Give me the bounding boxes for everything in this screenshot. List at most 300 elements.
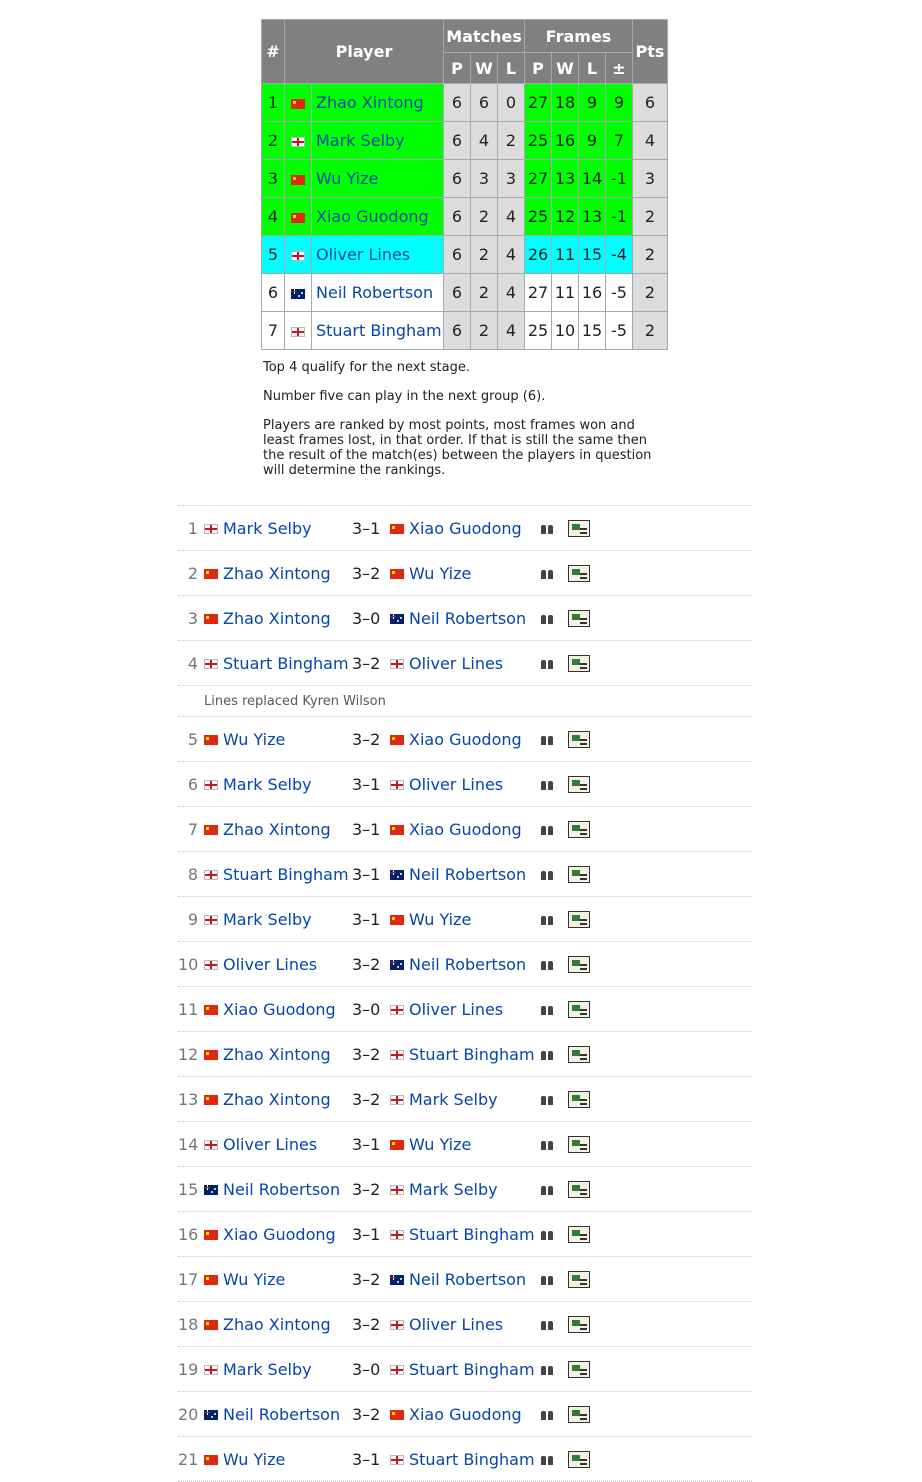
match-report-icon[interactable] bbox=[568, 731, 590, 748]
player-one bbox=[198, 1360, 350, 1379]
match-number: 19 bbox=[178, 1359, 199, 1379]
points-cell: 2 bbox=[633, 312, 668, 350]
matches-won-cell: 2 bbox=[471, 236, 498, 274]
match-row bbox=[178, 505, 752, 550]
flag-cell bbox=[285, 274, 312, 312]
flag-icon bbox=[204, 1230, 218, 1240]
match-report-icon[interactable] bbox=[568, 1316, 590, 1333]
frames-lost-cell: 9 bbox=[579, 84, 606, 122]
flag-icon bbox=[204, 569, 218, 579]
flag-icon bbox=[291, 99, 305, 109]
points-cell: 2 bbox=[633, 274, 668, 312]
head-to-head-icon[interactable] bbox=[540, 958, 556, 970]
match-report-icon[interactable] bbox=[568, 520, 590, 537]
matches-lost-cell: 4 bbox=[498, 312, 525, 350]
flag-icon bbox=[390, 780, 404, 790]
match-row bbox=[178, 806, 752, 851]
rank-cell: 7 bbox=[262, 312, 285, 350]
match-number: 20 bbox=[178, 1404, 199, 1424]
flag-icon bbox=[204, 1050, 218, 1060]
flag-icon bbox=[204, 825, 218, 835]
match-report-icon[interactable] bbox=[568, 1406, 590, 1423]
standings-row bbox=[262, 122, 668, 160]
player-two bbox=[390, 1180, 538, 1199]
match-number: 14 bbox=[178, 1134, 199, 1154]
player-two bbox=[390, 654, 538, 673]
player-two-link[interactable]: Xiao Guodong bbox=[409, 1404, 522, 1424]
points-cell: 2 bbox=[633, 236, 668, 274]
player-two-link[interactable]: Xiao Guodong bbox=[409, 518, 522, 538]
match-report-icon[interactable] bbox=[568, 1451, 590, 1468]
match-report-icon[interactable] bbox=[568, 1001, 590, 1018]
flag-icon bbox=[204, 1095, 218, 1105]
match-report-icon[interactable] bbox=[568, 776, 590, 793]
head-to-head-icon[interactable] bbox=[540, 1453, 556, 1465]
flag-icon bbox=[390, 1320, 404, 1330]
match-row bbox=[178, 986, 752, 1031]
match-score: 3–2 bbox=[352, 1404, 381, 1424]
player-two bbox=[390, 955, 538, 974]
match-score: 3–2 bbox=[352, 1044, 381, 1064]
player-one bbox=[198, 1180, 350, 1199]
player-one-link[interactable]: Zhao Xintong bbox=[223, 608, 331, 628]
frames-played-cell: 25 bbox=[525, 312, 552, 350]
header-frames-won: W bbox=[552, 53, 579, 84]
player-two-link[interactable]: Oliver Lines bbox=[409, 653, 504, 673]
flag-icon bbox=[291, 251, 305, 261]
player-two bbox=[390, 609, 538, 628]
standings-body bbox=[262, 84, 668, 350]
player-link[interactable]: Neil Robertson bbox=[316, 283, 434, 302]
points-cell: 3 bbox=[633, 160, 668, 198]
flag-icon bbox=[204, 870, 218, 880]
matches-won-cell: 3 bbox=[471, 160, 498, 198]
flag-icon bbox=[390, 735, 404, 745]
player-one-link[interactable]: Mark Selby bbox=[223, 909, 312, 929]
match-score: 3–2 bbox=[352, 954, 381, 974]
player-two-link[interactable]: Neil Robertson bbox=[409, 1269, 527, 1289]
flag-icon bbox=[204, 1275, 218, 1285]
match-report-icon[interactable] bbox=[568, 1361, 590, 1378]
rank-cell: 4 bbox=[262, 198, 285, 236]
player-one-link[interactable]: Wu Yize bbox=[223, 1449, 286, 1469]
player-two bbox=[390, 1045, 538, 1064]
player-one bbox=[198, 955, 350, 974]
flag-icon bbox=[291, 289, 305, 299]
matches-lost-cell: 0 bbox=[498, 84, 525, 122]
frames-played-cell: 26 bbox=[525, 236, 552, 274]
head-to-head-icon[interactable] bbox=[540, 1003, 556, 1015]
flag-icon bbox=[390, 524, 404, 534]
match-row bbox=[178, 1346, 752, 1391]
match-number: 5 bbox=[187, 729, 198, 749]
player-one bbox=[198, 564, 350, 583]
match-score: 3–2 bbox=[352, 1314, 381, 1334]
player-one bbox=[198, 654, 350, 673]
match-score: 3–1 bbox=[352, 774, 381, 794]
rank-cell: 3 bbox=[262, 160, 285, 198]
player-one-link[interactable]: Zhao Xintong bbox=[223, 1089, 331, 1109]
player-one bbox=[198, 1225, 350, 1244]
match-row bbox=[178, 1031, 752, 1076]
matches-won-cell: 2 bbox=[471, 198, 498, 236]
flag-icon bbox=[291, 175, 305, 185]
matches-lost-cell: 3 bbox=[498, 160, 525, 198]
player-two bbox=[390, 1405, 538, 1424]
player-one-link[interactable]: Zhao Xintong bbox=[223, 1044, 331, 1064]
match-row bbox=[178, 941, 752, 986]
frames-difference-cell: -4 bbox=[606, 236, 633, 274]
frames-lost-cell: 15 bbox=[579, 236, 606, 274]
player-two bbox=[390, 1000, 538, 1019]
player-one-link[interactable]: Neil Robertson bbox=[223, 1404, 341, 1424]
player-name bbox=[312, 122, 444, 160]
player-one bbox=[198, 1315, 350, 1334]
frames-played-cell: 25 bbox=[525, 122, 552, 160]
flag-icon bbox=[204, 659, 218, 669]
head-to-head-icon[interactable] bbox=[540, 1048, 556, 1060]
player-two-link[interactable]: Stuart Bingham bbox=[409, 1224, 535, 1244]
player-one-link[interactable]: Neil Robertson bbox=[223, 1179, 341, 1199]
standings-row bbox=[262, 274, 668, 312]
player-two bbox=[390, 1270, 538, 1289]
player-one-link[interactable]: Stuart Bingham bbox=[223, 864, 349, 884]
frames-played-cell: 27 bbox=[525, 160, 552, 198]
flag-icon bbox=[390, 1230, 404, 1240]
player-link[interactable]: Xiao Guodong bbox=[316, 207, 429, 226]
flag-icon bbox=[204, 1455, 218, 1465]
standings-notes bbox=[263, 360, 663, 492]
player-one bbox=[198, 775, 350, 794]
player-two bbox=[390, 820, 538, 839]
match-row bbox=[178, 1256, 752, 1301]
player-two-link[interactable]: Neil Robertson bbox=[409, 954, 527, 974]
head-to-head-icon[interactable] bbox=[540, 1318, 556, 1330]
player-two bbox=[390, 1450, 538, 1469]
match-number: 9 bbox=[187, 909, 198, 929]
match-note: Lines replaced Kyren Wilson bbox=[178, 685, 752, 716]
player-one-link[interactable]: Stuart Bingham bbox=[223, 653, 349, 673]
match-number: 18 bbox=[178, 1314, 199, 1334]
player-name bbox=[312, 198, 444, 236]
player-link[interactable]: Mark Selby bbox=[316, 131, 405, 150]
head-to-head-icon[interactable] bbox=[540, 1408, 556, 1420]
flag-icon bbox=[390, 1095, 404, 1105]
frames-won-cell: 10 bbox=[552, 312, 579, 350]
head-to-head-icon[interactable] bbox=[540, 567, 556, 579]
flag-icon bbox=[204, 1410, 218, 1420]
player-one bbox=[198, 1045, 350, 1064]
player-link[interactable]: Wu Yize bbox=[316, 169, 379, 188]
note-ranking-rules: Players are ranked by most points, most frames won and least frames lost, in that order. If that is still the same then the result of the match(es) between the players in question will determine the rankings. bbox=[263, 418, 652, 478]
player-two-link[interactable]: Stuart Bingham bbox=[409, 1359, 535, 1379]
player-two-link[interactable]: Wu Yize bbox=[409, 1134, 472, 1154]
head-to-head-icon[interactable] bbox=[540, 913, 556, 925]
match-score: 3–2 bbox=[352, 1269, 381, 1289]
standings-row bbox=[262, 160, 668, 198]
head-to-head-icon[interactable] bbox=[540, 1183, 556, 1195]
match-report-icon[interactable] bbox=[568, 821, 590, 838]
matches-won-cell: 6 bbox=[471, 84, 498, 122]
match-number: 21 bbox=[178, 1449, 199, 1469]
matches-played-cell: 6 bbox=[444, 122, 471, 160]
match-number: 16 bbox=[178, 1224, 199, 1244]
flag-icon bbox=[390, 915, 404, 925]
player-two-link[interactable]: Neil Robertson bbox=[409, 608, 527, 628]
note-next-group: Number five can play in the next group (6). bbox=[263, 389, 546, 404]
flag-icon bbox=[204, 915, 218, 925]
head-to-head-icon[interactable] bbox=[540, 823, 556, 835]
flag-icon bbox=[291, 327, 305, 337]
match-score: 3–1 bbox=[352, 864, 381, 884]
frames-lost-cell: 14 bbox=[579, 160, 606, 198]
match-report-icon[interactable] bbox=[568, 1226, 590, 1243]
head-to-head-icon[interactable] bbox=[540, 733, 556, 745]
player-two bbox=[390, 1315, 538, 1334]
flag-icon bbox=[390, 960, 404, 970]
frames-lost-cell: 16 bbox=[579, 274, 606, 312]
player-two bbox=[390, 910, 538, 929]
match-report-icon[interactable] bbox=[568, 1271, 590, 1288]
frames-lost-cell: 9 bbox=[579, 122, 606, 160]
match-report-icon[interactable] bbox=[568, 655, 590, 672]
points-cell: 2 bbox=[633, 198, 668, 236]
standings-table bbox=[261, 19, 668, 350]
match-report-icon[interactable] bbox=[568, 1046, 590, 1063]
player-one bbox=[198, 1090, 350, 1109]
flag-icon bbox=[204, 524, 218, 534]
matches-lost-cell: 2 bbox=[498, 122, 525, 160]
player-one-link[interactable]: Xiao Guodong bbox=[223, 1224, 336, 1244]
head-to-head-icon[interactable] bbox=[540, 657, 556, 669]
matches-played-cell: 6 bbox=[444, 312, 471, 350]
frames-lost-cell: 13 bbox=[579, 198, 606, 236]
player-two-link[interactable]: Oliver Lines bbox=[409, 1314, 504, 1334]
flag-icon bbox=[390, 614, 404, 624]
player-two-link[interactable]: Stuart Bingham bbox=[409, 1044, 535, 1064]
player-one-link[interactable]: Mark Selby bbox=[223, 1359, 312, 1379]
frames-won-cell: 11 bbox=[552, 274, 579, 312]
frames-difference-cell: -5 bbox=[606, 274, 633, 312]
player-two-link[interactable]: Neil Robertson bbox=[409, 864, 527, 884]
player-link[interactable]: Zhao Xintong bbox=[316, 93, 424, 112]
player-one bbox=[198, 1450, 350, 1469]
player-one bbox=[198, 1135, 350, 1154]
player-one bbox=[198, 1270, 350, 1289]
matches-played-cell: 6 bbox=[444, 198, 471, 236]
player-two bbox=[390, 1135, 538, 1154]
header-frames-played: P bbox=[525, 53, 552, 84]
matches-played-cell: 6 bbox=[444, 274, 471, 312]
flag-icon bbox=[390, 1365, 404, 1375]
player-name bbox=[312, 236, 444, 274]
note-qualify: Top 4 qualify for the next stage. bbox=[263, 360, 470, 375]
flag-icon bbox=[390, 1455, 404, 1465]
player-two-link[interactable]: Xiao Guodong bbox=[409, 729, 522, 749]
player-link[interactable]: Oliver Lines bbox=[316, 245, 411, 264]
frames-difference-cell: -1 bbox=[606, 160, 633, 198]
header-matches: Matches bbox=[444, 20, 525, 53]
player-name bbox=[312, 160, 444, 198]
flag-icon bbox=[204, 735, 218, 745]
match-number: 15 bbox=[178, 1179, 199, 1199]
player-one-link[interactable]: Oliver Lines bbox=[223, 954, 318, 974]
matches-lost-cell: 4 bbox=[498, 236, 525, 274]
match-score: 3–0 bbox=[352, 1359, 381, 1379]
player-one-link[interactable]: Zhao Xintong bbox=[223, 1314, 331, 1334]
match-report-icon[interactable] bbox=[568, 866, 590, 883]
match-number: 6 bbox=[187, 774, 198, 794]
match-row bbox=[178, 1076, 752, 1121]
flag-icon bbox=[390, 1275, 404, 1285]
match-row bbox=[178, 1436, 752, 1482]
standings-row bbox=[262, 236, 668, 274]
player-two-link[interactable]: Wu Yize bbox=[409, 909, 472, 929]
player-two bbox=[390, 564, 538, 583]
frames-won-cell: 11 bbox=[552, 236, 579, 274]
player-two-link[interactable]: Oliver Lines bbox=[409, 774, 504, 794]
player-one-link[interactable]: Zhao Xintong bbox=[223, 563, 331, 583]
head-to-head-icon[interactable] bbox=[540, 778, 556, 790]
points-cell: 6 bbox=[633, 84, 668, 122]
player-two-link[interactable]: Oliver Lines bbox=[409, 999, 504, 1019]
frames-difference-cell: -5 bbox=[606, 312, 633, 350]
match-score: 3–2 bbox=[352, 563, 381, 583]
match-score: 3–2 bbox=[352, 1089, 381, 1109]
player-one-link[interactable]: Oliver Lines bbox=[223, 1134, 318, 1154]
match-row bbox=[178, 1121, 752, 1166]
player-one bbox=[198, 730, 350, 749]
head-to-head-icon[interactable] bbox=[540, 1138, 556, 1150]
header-frames-difference: ± bbox=[606, 53, 633, 84]
flag-icon bbox=[390, 1410, 404, 1420]
flag-icon bbox=[204, 780, 218, 790]
player-two-link[interactable]: Mark Selby bbox=[409, 1179, 498, 1199]
frames-won-cell: 18 bbox=[552, 84, 579, 122]
match-number: 12 bbox=[178, 1044, 199, 1064]
match-score: 3–1 bbox=[352, 909, 381, 929]
player-two-link[interactable]: Xiao Guodong bbox=[409, 819, 522, 839]
matches-lost-cell: 4 bbox=[498, 198, 525, 236]
flag-icon bbox=[390, 1050, 404, 1060]
player-one bbox=[198, 519, 350, 538]
rank-cell: 5 bbox=[262, 236, 285, 274]
match-report-icon[interactable] bbox=[568, 1136, 590, 1153]
head-to-head-icon[interactable] bbox=[540, 1093, 556, 1105]
match-number: 4 bbox=[187, 653, 198, 673]
match-score: 3–2 bbox=[352, 653, 381, 673]
flag-icon bbox=[204, 1185, 218, 1195]
player-name bbox=[312, 84, 444, 122]
frames-played-cell: 25 bbox=[525, 198, 552, 236]
match-row bbox=[178, 851, 752, 896]
head-to-head-icon[interactable] bbox=[540, 522, 556, 534]
flag-icon bbox=[390, 825, 404, 835]
flag-icon bbox=[291, 213, 305, 223]
flag-icon bbox=[390, 1140, 404, 1150]
match-report-icon[interactable] bbox=[568, 565, 590, 582]
player-name bbox=[312, 312, 444, 350]
flag-icon bbox=[204, 1140, 218, 1150]
match-report-icon[interactable] bbox=[568, 1181, 590, 1198]
flag-icon bbox=[204, 960, 218, 970]
player-link[interactable]: Stuart Bingham bbox=[316, 321, 442, 340]
match-row bbox=[178, 761, 752, 806]
match-report-icon[interactable] bbox=[568, 956, 590, 973]
flag-icon bbox=[390, 1005, 404, 1015]
player-one-link[interactable]: Wu Yize bbox=[223, 1269, 286, 1289]
match-row bbox=[178, 1391, 752, 1436]
match-number: 2 bbox=[187, 563, 198, 583]
rank-cell: 2 bbox=[262, 122, 285, 160]
flag-cell bbox=[285, 198, 312, 236]
head-to-head-icon[interactable] bbox=[540, 1228, 556, 1240]
player-one bbox=[198, 910, 350, 929]
frames-won-cell: 12 bbox=[552, 198, 579, 236]
standings-row bbox=[262, 84, 668, 122]
player-one-link[interactable]: Mark Selby bbox=[223, 774, 312, 794]
match-results-list bbox=[178, 505, 752, 1482]
flag-icon bbox=[390, 870, 404, 880]
match-row bbox=[178, 550, 752, 595]
match-row bbox=[178, 896, 752, 941]
header-frames: Frames bbox=[525, 20, 633, 53]
player-two bbox=[390, 730, 538, 749]
rank-cell: 6 bbox=[262, 274, 285, 312]
match-report-icon[interactable] bbox=[568, 1091, 590, 1108]
player-one-link[interactable]: Wu Yize bbox=[223, 729, 286, 749]
matches-played-cell: 6 bbox=[444, 236, 471, 274]
header-matches-won: W bbox=[471, 53, 498, 84]
flag-cell bbox=[285, 122, 312, 160]
head-to-head-icon[interactable] bbox=[540, 868, 556, 880]
flag-icon bbox=[204, 614, 218, 624]
head-to-head-icon[interactable] bbox=[540, 612, 556, 624]
match-report-icon[interactable] bbox=[568, 610, 590, 627]
matches-lost-cell: 4 bbox=[498, 274, 525, 312]
player-two-link[interactable]: Stuart Bingham bbox=[409, 1449, 535, 1469]
match-number: 7 bbox=[187, 819, 198, 839]
match-number: 8 bbox=[187, 864, 198, 884]
header-matches-played: P bbox=[444, 53, 471, 84]
head-to-head-icon[interactable] bbox=[540, 1363, 556, 1375]
player-two-link[interactable]: Wu Yize bbox=[409, 563, 472, 583]
player-one bbox=[198, 1000, 350, 1019]
match-number: 11 bbox=[178, 999, 199, 1019]
flag-icon bbox=[390, 569, 404, 579]
points-cell: 4 bbox=[633, 122, 668, 160]
match-number: 13 bbox=[178, 1089, 199, 1109]
standings-row bbox=[262, 198, 668, 236]
head-to-head-icon[interactable] bbox=[540, 1273, 556, 1285]
header-rank: # bbox=[262, 20, 285, 84]
player-two-link[interactable]: Mark Selby bbox=[409, 1089, 498, 1109]
header-player: Player bbox=[285, 20, 444, 84]
flag-icon bbox=[390, 1185, 404, 1195]
header-matches-lost: L bbox=[498, 53, 525, 84]
player-one-link[interactable]: Mark Selby bbox=[223, 518, 312, 538]
player-one-link[interactable]: Zhao Xintong bbox=[223, 819, 331, 839]
frames-difference-cell: -1 bbox=[606, 198, 633, 236]
flag-cell bbox=[285, 312, 312, 350]
player-one bbox=[198, 1405, 350, 1424]
frames-difference-cell: 9 bbox=[606, 84, 633, 122]
player-two bbox=[390, 1090, 538, 1109]
player-two bbox=[390, 865, 538, 884]
player-one-link[interactable]: Xiao Guodong bbox=[223, 999, 336, 1019]
matches-played-cell: 6 bbox=[444, 160, 471, 198]
match-report-icon[interactable] bbox=[568, 911, 590, 928]
